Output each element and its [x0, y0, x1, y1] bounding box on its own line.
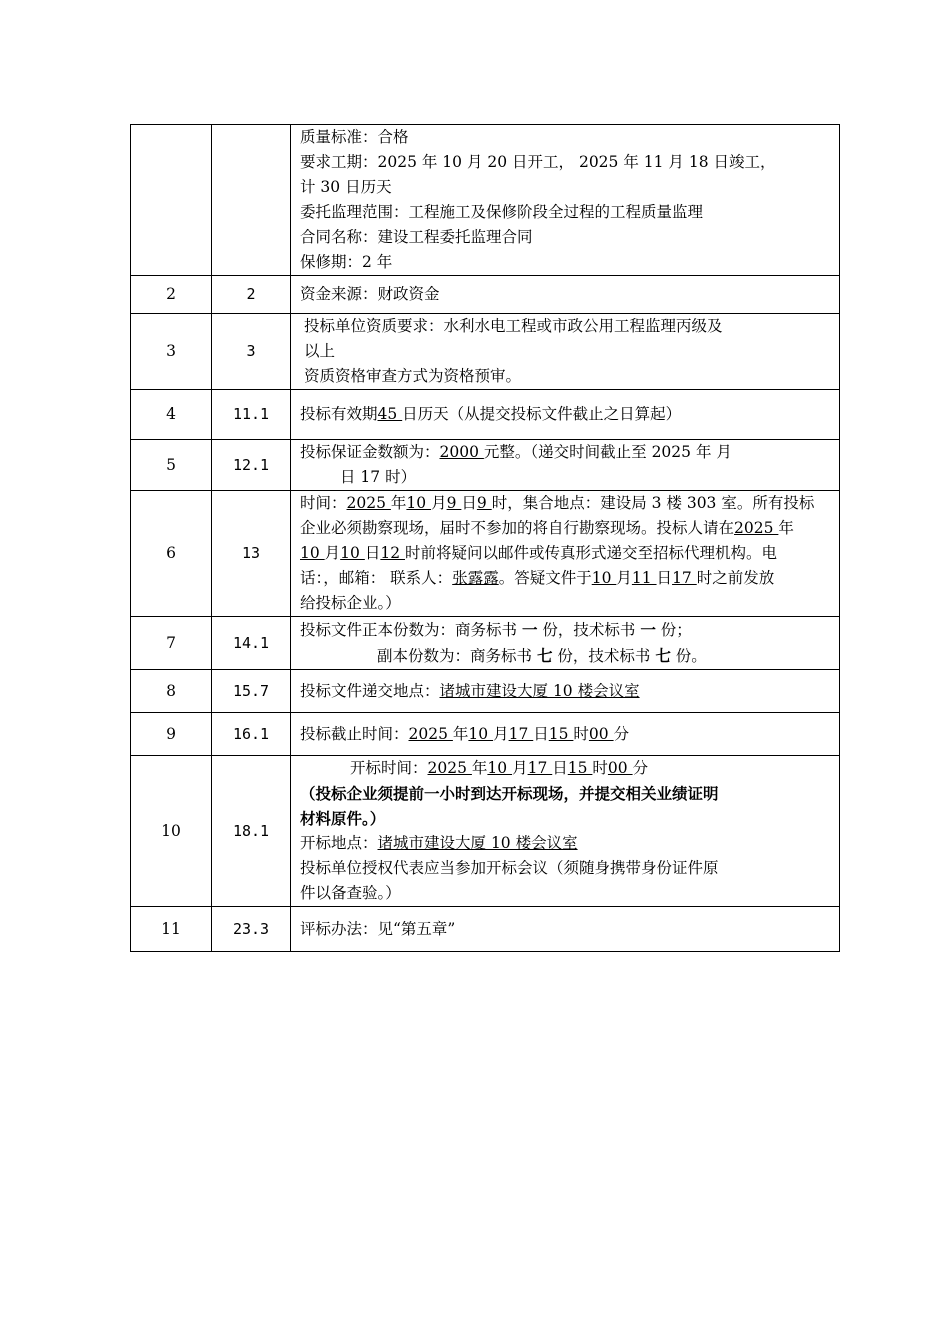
row-number: [131, 125, 212, 276]
row-content: [291, 390, 840, 440]
table-row: [131, 491, 840, 617]
content-line: 投标单位资质要求：水利水电工程或市政公用工程监理丙级及: [304, 317, 723, 335]
content-line: （投标企业须提前一小时到达开标现场，并提交相关业绩证明: [300, 784, 719, 803]
row-number: 10: [131, 756, 212, 907]
row-content: [291, 276, 840, 314]
row-content: [291, 670, 840, 713]
row-content: [291, 125, 840, 276]
content-line: 保修期：2 年: [300, 253, 393, 271]
row-content: [291, 907, 840, 952]
row-number: 7: [131, 617, 212, 670]
content-line: 委托监理范围：工程施工及保修阶段全过程的工程质量监理: [300, 203, 704, 221]
clause-number: 12.1: [212, 440, 291, 491]
row-number: 9: [131, 713, 212, 756]
row-content: [291, 314, 840, 390]
table-row: [131, 713, 840, 756]
row-number: 2: [131, 276, 212, 314]
content-line: 企业必须勘察现场，届时不参加的将自行勘察现场。投标人请在2025 年: [300, 519, 794, 537]
content-line: 合同名称：建设工程委托监理合同: [300, 228, 533, 246]
row-number: 11: [131, 907, 212, 952]
content-line: 要求工期：2025 年 10 月 20 日开工， 2025 年 11 月 18 日竣工，: [300, 153, 776, 171]
table-row: [131, 390, 840, 440]
table-row: [131, 440, 840, 491]
row-content: [291, 713, 840, 756]
clause-number: 3: [212, 314, 291, 390]
content-line: 投标截止时间：2025 年10 月17 日15 时00 分: [300, 724, 630, 743]
clause-number: 13: [212, 491, 291, 617]
table-row: [131, 907, 840, 952]
clause-number: 18.1: [212, 756, 291, 907]
row-number: 8: [131, 670, 212, 713]
content-line: 10 月10 日12 时前将疑问以邮件或传真形式递交至招标代理机构。电: [300, 544, 778, 562]
clause-number: 11.1: [212, 390, 291, 440]
content-line: 材料原件。）: [300, 809, 386, 828]
clause-number: 14.1: [212, 617, 291, 670]
row-number: 6: [131, 491, 212, 617]
content-line: 评标办法：见“第五章”: [300, 919, 456, 938]
content-line: 副本份数为：商务标书 七 份，技术标书 七 份。: [377, 646, 707, 665]
table-row: [131, 670, 840, 713]
content-line: 投标文件递交地点：诸城市建设大厦 10 楼会议室: [300, 681, 640, 700]
row-content: [291, 440, 840, 491]
content-line: 投标有效期45 日历天（从提交投标文件截止之日算起）: [300, 405, 682, 423]
content-line: 开标地点：诸城市建设大厦 10 楼会议室: [300, 834, 578, 852]
table-row: [131, 276, 840, 314]
row-number: 5: [131, 440, 212, 491]
row-content: [291, 617, 840, 670]
content-line: 日 17 时）: [340, 468, 417, 486]
row-content: [291, 756, 840, 907]
content-line: 给投标企业。）: [300, 594, 401, 612]
row-number: 4: [131, 390, 212, 440]
row-content: [291, 491, 840, 617]
table-row: [131, 125, 840, 276]
content-line: 计 30 日历天: [300, 178, 392, 196]
content-line: 时间：2025 年10 月9 日9 时，集合地点：建设局 3 楼 303 室。所有投标: [300, 494, 815, 512]
content-line: 资质资格审查方式为资格预审。: [304, 367, 522, 385]
content-line: 资金来源：财政资金: [300, 285, 440, 303]
content-line: 投标保证金数额为：2000 元整。（递交时间截止至 2025 年 月: [300, 443, 732, 461]
content-line: 质量标准：合格: [300, 128, 409, 146]
table-row: [131, 617, 840, 670]
bid-data-table: [130, 124, 840, 952]
content-line: 话：，邮箱： 联系人：张露露。答疑文件于10 月11 日17 时之前发放: [300, 569, 775, 587]
content-line: 件以备查验。）: [300, 884, 401, 902]
clause-number: 16.1: [212, 713, 291, 756]
row-number: 3: [131, 314, 212, 390]
clause-number: [212, 125, 291, 276]
content-line: 投标文件正本份数为：商务标书 一 份，技术标书 一 份；: [300, 620, 692, 639]
table-row: [131, 314, 840, 390]
content-line: 开标时间：2025 年10 月17 日15 时00 分: [350, 759, 649, 777]
content-line: 以上: [304, 342, 336, 360]
clause-number: 23.3: [212, 907, 291, 952]
clause-number: 15.7: [212, 670, 291, 713]
content-line: 投标单位授权代表应当参加开标会议（须随身携带身份证件原: [300, 859, 719, 877]
table-row: [131, 756, 840, 907]
clause-number: 2: [212, 276, 291, 314]
